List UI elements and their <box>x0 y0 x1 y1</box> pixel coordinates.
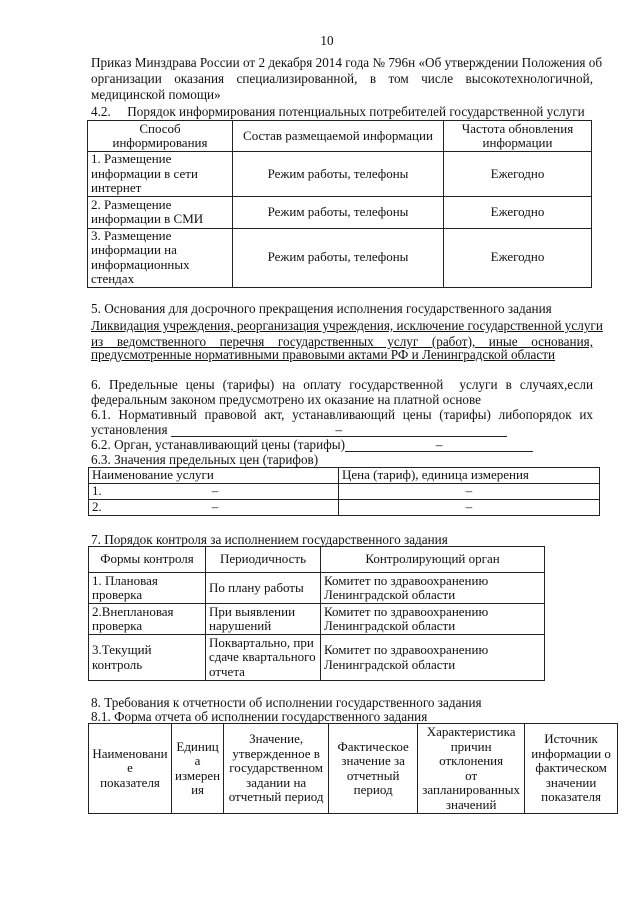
order-title-line-3: медицинской помощи» <box>91 87 221 102</box>
header-line: фактическом <box>535 760 607 776</box>
table-header-row <box>88 121 592 152</box>
service-value: – <box>211 498 219 514</box>
organ-cell <box>321 635 545 681</box>
header-actual-value <box>329 724 418 814</box>
header-line: утвержденное в <box>232 745 320 761</box>
table-row <box>88 152 592 197</box>
header-line: период <box>353 782 393 797</box>
section-6-line-1: 6. Предельные цены (тарифы) на оплату государственной услуги в случаях,если <box>91 377 593 392</box>
table-row <box>89 573 545 604</box>
service-cell <box>89 483 339 499</box>
price-table <box>88 467 600 516</box>
control-form-line: проверка <box>92 587 143 602</box>
section-5-line-2: из ведомственного перечня государственных услуг (работ), иные основания, <box>91 334 593 349</box>
header-line: отчетный период <box>228 789 324 805</box>
header-line: показателя <box>100 774 160 790</box>
section-8-heading: 8. Требования к отчетности об исполнении государственного задания <box>91 695 482 710</box>
table-row <box>89 483 600 499</box>
section-7-heading: 7. Порядок контроля за исполнением государственного задания <box>91 532 448 547</box>
header-periodicity: Периодичность <box>206 547 321 573</box>
organ-line: Комитет по здравоохранению <box>324 642 489 657</box>
header-line: отклонения <box>439 753 504 768</box>
header-line: значение за <box>341 753 405 768</box>
organ-line: Ленинградской области <box>324 656 456 672</box>
header-price: Цена (тариф), единица измерения <box>339 468 600 484</box>
periodicity-line: сдаче квартального <box>209 649 316 665</box>
header-deviation <box>418 724 525 814</box>
organ-cell <box>321 604 545 635</box>
row-number: 1. <box>92 482 102 498</box>
control-form-cell <box>89 604 206 635</box>
order-title-line-2: организации оказания специализированной, в том числе высокотехнологичной, <box>91 71 593 86</box>
method-line: информации в СМИ <box>91 211 204 226</box>
method-line: 1. Размещение <box>91 151 172 166</box>
section-5-heading: 5. Основания для досрочного прекращения исполнения государственного задания <box>91 301 552 316</box>
header-line: Наименовани <box>92 745 168 761</box>
table-header-row <box>89 547 545 573</box>
header-line: Характеристика <box>426 724 516 739</box>
service-cell <box>89 499 339 515</box>
header-frequency-line: информации <box>482 135 553 150</box>
section-5-line-3: предусмотренные нормативными правовыми актами РФ и Ленинградской области <box>91 347 556 362</box>
header-line: от <box>465 767 478 783</box>
price-cell: – <box>339 483 600 499</box>
section-6-line-2: федеральным законом предусмотрено их оказание на платной основе <box>91 392 481 407</box>
header-indicator-name <box>89 724 172 814</box>
periodicity-cell <box>206 573 321 604</box>
header-method-line: информирования <box>112 135 208 150</box>
control-table <box>88 546 545 681</box>
header-line: показателя <box>541 789 601 805</box>
establishment-blank: – <box>171 424 507 437</box>
control-form-line: проверка <box>92 618 143 633</box>
organ-line: Комитет по здравоохранению <box>324 603 489 619</box>
header-line: запланированных <box>422 782 521 797</box>
header-line: Значение, <box>249 731 304 747</box>
organ-cell <box>321 573 545 604</box>
row-number: 2. <box>92 498 102 514</box>
periodicity-cell <box>206 604 321 635</box>
header-planned-value <box>224 724 329 814</box>
header-unit <box>172 724 224 814</box>
table-row <box>89 635 545 681</box>
informing-table <box>87 120 592 288</box>
header-method <box>88 121 233 152</box>
frequency-cell: Ежегодно <box>444 228 592 287</box>
header-control-form: Формы контроля <box>89 547 206 573</box>
organ-line: Ленинградской области <box>324 618 456 633</box>
method-line: информации в сети <box>91 165 198 181</box>
periodicity-line: отчета <box>209 663 245 679</box>
header-line: значении <box>545 774 597 790</box>
header-content <box>233 121 444 152</box>
periodicity-line: При выявлении <box>209 603 296 619</box>
method-line: интернет <box>91 180 142 195</box>
table-row <box>88 196 592 228</box>
header-line: измерен <box>175 767 221 783</box>
header-source <box>525 724 618 814</box>
header-line: информации о <box>531 745 611 761</box>
control-form-line: 2.Внеплановая <box>92 603 174 619</box>
control-form-line: 3.Текущий <box>92 642 152 657</box>
header-line: государственном <box>229 760 323 776</box>
section-4-2-heading: 4.2. Порядок информирования потенциальных потребителей государственной услуги <box>91 104 585 119</box>
header-service-name: Наименование услуги <box>89 468 339 484</box>
header-line: Единиц <box>176 738 219 754</box>
header-line: Фактическое <box>337 738 409 754</box>
section-6-1-line: 6.1. Нормативный правовой акт, устанавливающий цены (тарифы) либопорядок их <box>91 407 593 422</box>
method-cell <box>88 196 233 228</box>
header-line: отчетный <box>346 767 400 783</box>
page-number: 10 <box>320 33 334 48</box>
method-cell <box>88 228 233 287</box>
header-method-line: Способ <box>139 120 181 136</box>
header-line: а <box>194 753 201 768</box>
method-line: 3. Размещение <box>91 227 172 243</box>
content-cell: Режим работы, телефоны <box>233 152 444 197</box>
frequency-cell: Ежегодно <box>444 152 592 197</box>
order-title-line-1: Приказ Минздрава России от 2 декабря 2014 года № 796н «Об утверждении Положения об <box>91 55 603 70</box>
price-cell: – <box>339 499 600 515</box>
section-6-2-line <box>91 437 533 452</box>
report-form-table <box>88 723 618 814</box>
periodicity-cell <box>206 635 321 681</box>
method-line: информации на <box>91 242 177 257</box>
header-control-organ: Контролирующий орган <box>321 547 545 573</box>
header-line: значений <box>445 796 497 812</box>
control-form-cell <box>89 573 206 604</box>
organ-label: 6.2. Орган, устанавливающий цены (тарифы) <box>91 437 346 452</box>
establishment-label: установления <box>91 422 168 437</box>
table-row <box>88 228 592 287</box>
service-value: – <box>211 482 219 498</box>
header-frequency-line: Частота обновления <box>461 120 574 136</box>
table-header-row <box>89 468 600 484</box>
control-form-line: 1. Плановая <box>92 572 158 588</box>
organ-line: Ленинградской области <box>324 587 456 602</box>
periodicity-line: нарушений <box>209 618 272 633</box>
periodicity-line: По плану работы <box>209 579 304 595</box>
content-cell: Режим работы, телефоны <box>233 228 444 287</box>
section-5-line-1: Ликвидация учреждения, реорганизация учреждения, исключение государственной услуги <box>91 318 603 333</box>
content-cell: Режим работы, телефоны <box>233 196 444 228</box>
method-line: информационных <box>91 256 190 272</box>
method-line: стендах <box>91 271 135 286</box>
organ-line: Комитет по здравоохранению <box>324 572 489 588</box>
periodicity-line: Поквартально, при <box>209 634 314 650</box>
table-row <box>89 604 545 635</box>
organ-blank: – <box>345 439 533 452</box>
section-8-1-heading: 8.1. Форма отчета об исполнении государственного задания <box>91 709 428 724</box>
header-line: задании на <box>246 774 307 790</box>
control-form-cell <box>89 635 206 681</box>
header-content-line: Состав размещаемой информации <box>243 127 433 143</box>
header-line: Источник <box>544 731 598 747</box>
table-header-row <box>89 724 618 814</box>
header-line: е <box>127 760 133 776</box>
control-form-line: контроль <box>92 656 143 672</box>
header-line: причин <box>450 738 492 754</box>
method-line: 2. Размещение <box>91 196 172 212</box>
header-line: ия <box>191 782 205 797</box>
section-6-1-establishment <box>91 422 507 437</box>
section-6-3-heading: 6.3. Значения предельных цен (тарифов) <box>91 452 319 467</box>
method-cell <box>88 152 233 197</box>
header-frequency <box>444 121 592 152</box>
frequency-cell: Ежегодно <box>444 196 592 228</box>
table-row <box>89 499 600 515</box>
